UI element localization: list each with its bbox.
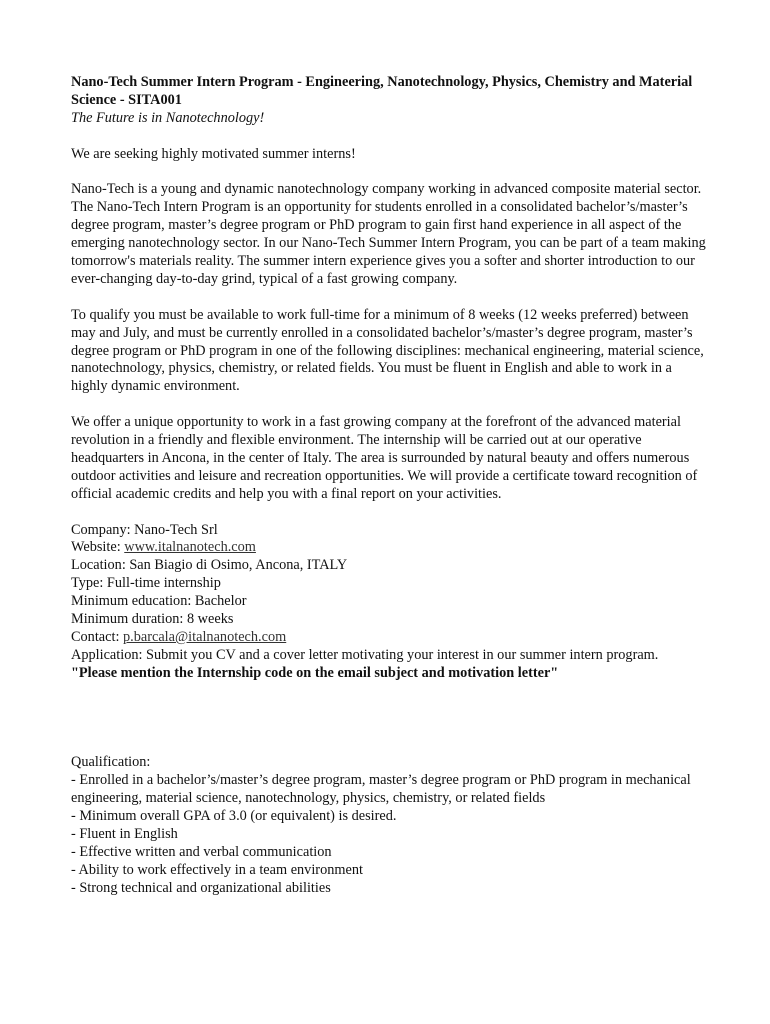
detail-application: Application: Submit you CV and a cover letter motivating your interest in our summer intern program. (71, 646, 659, 663)
intro-line: We are seeking highly motivated summer interns! (71, 145, 356, 162)
detail-website (71, 539, 711, 557)
contact-email-link[interactable]: p.barcala@italnanotech.com (123, 629, 287, 646)
detail-duration: Minimum duration: 8 weeks (71, 611, 234, 628)
qualification-heading: Qualification: (71, 754, 151, 771)
document-subtitle: The Future is in Nanotechnology! (71, 109, 265, 126)
website-link[interactable]: www.italnanotech.com (124, 539, 256, 556)
paragraph-offer: We offer a unique opportunity to work in a fast growing company at the forefront of the advanced material revolution in a friendly and flexible environment. The internship will be carried out at our operative headquarters in Ancona, in the center of Italy. The area is surrounded by natural beauty and offers numerous outdoor activities and leisure and recreation opportunities. We will provide a certificate toward recognition of official academic credits and help you with a final report on your activities. (71, 414, 698, 502)
qualification-item: - Ability to work effectively in a team environment (71, 861, 363, 878)
qualification-item: - Effective written and verbal communication (71, 843, 332, 860)
contact-label: Contact: (71, 629, 124, 646)
detail-contact (71, 629, 711, 647)
internship-code-note: "Please mention the Internship code on the email subject and motivation letter" (71, 664, 559, 681)
detail-company: Company: Nano-Tech Srl (71, 521, 218, 538)
qualification-item: - Fluent in English (71, 825, 178, 842)
document-body (71, 74, 711, 898)
website-label: Website: (71, 539, 125, 556)
paragraph-company: Nano-Tech is a young and dynamic nanotechnology company working in advanced composite material sector. The Nano-Tech Intern Program is an opportunity for students enrolled in a consolidated bachelor’s/master’s degree program, master’s degree program or PhD program to gain first hand experience in all aspect of the emerging nanotechnology sector. In our Nano-Tech Summer Intern Program, you can be part of a team making tomorrow's materials reality. The summer intern experience gives you a softer and shorter introduction to our ever-changing day-to-day grind, typical of a fast growing company. (71, 181, 706, 287)
document-title: Nano-Tech Summer Intern Program - Engineering, Nanotechnology, Physics, Chemistry and Material Science - SITA001 (71, 74, 693, 108)
qualification-item: - Strong technical and organizational abilities (71, 879, 331, 896)
qualification-item: - Enrolled in a bachelor’s/master’s degree program, master’s degree program or PhD program in mechanical engineering, material science, nanotechnology, physics, chemistry, or related fields (71, 772, 691, 807)
detail-location: Location: San Biagio di Osimo, Ancona, ITALY (71, 557, 348, 574)
qualification-item: - Minimum overall GPA of 3.0 (or equivalent) is desired. (71, 808, 397, 825)
detail-type: Type: Full-time internship (71, 575, 221, 592)
detail-education: Minimum education: Bachelor (71, 593, 247, 610)
paragraph-qualify: To qualify you must be available to work full-time for a minimum of 8 weeks (12 weeks preferred) between may and July, and must be currently enrolled in a consolidated bachelor’s/master’s degree program, master’s degree program or PhD program in one of the following disciplines: mechanical engineering, material science, nanotechnology, physics, chemistry, or related fields. You must be fluent in English and able to work in a highly dynamic environment. (71, 306, 704, 395)
